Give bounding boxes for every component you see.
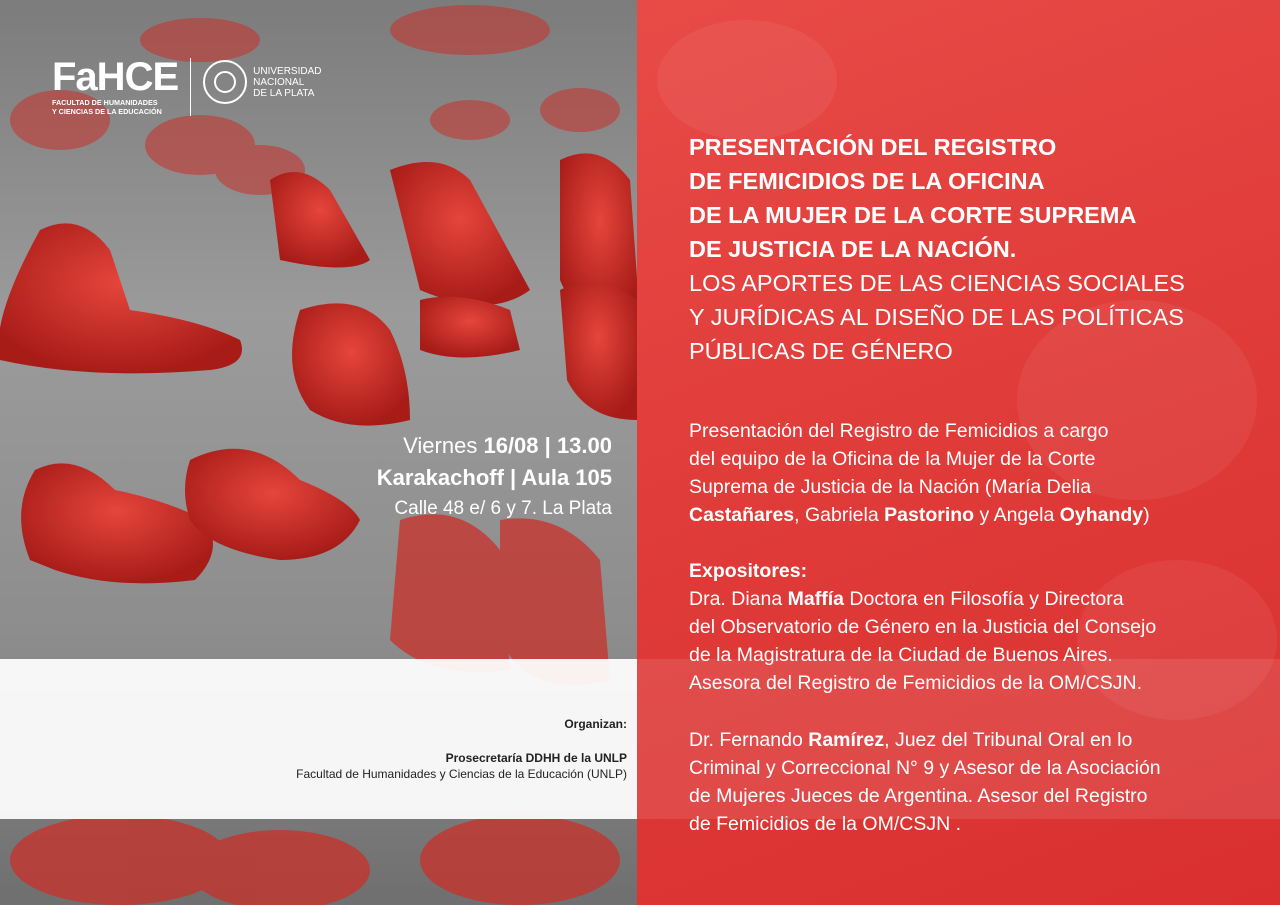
- unlp-line-3: DE LA PLATA: [253, 87, 315, 99]
- text-fragment: Dr. Fernando: [689, 729, 809, 751]
- subtitle-line: PÚBLICAS DE GÉNERO: [689, 338, 953, 364]
- text-fragment: , Juez del Tribunal Oral en lo: [884, 729, 1133, 751]
- text-fragment: Doctora en Filosofía y Directora: [843, 588, 1124, 610]
- unlp-line-1: UNIVERSIDAD: [253, 65, 322, 77]
- name-ramirez: Ramírez: [808, 729, 885, 751]
- event-address: Calle 48 e/ 6 y 7. La Plata: [394, 498, 612, 519]
- subtitle-line: Y JURÍDICAS AL DISEÑO DE LAS POLÍTICAS: [689, 304, 1184, 330]
- separator: |: [510, 465, 517, 490]
- speaker-1: [689, 585, 1264, 697]
- speaker-line: Asesora del Registro de Femicidios de la OM/CSJN.: [689, 672, 1143, 694]
- text-fragment: , Gabriela: [794, 504, 885, 526]
- presentation-line: [689, 501, 1264, 529]
- fahce-logo: [52, 55, 179, 116]
- name-pastorino: Pastorino: [884, 504, 975, 526]
- title-line: DE JUSTICIA DE LA NACIÓN.: [689, 236, 1017, 262]
- event-date: 16/08: [483, 433, 539, 458]
- main-content: [689, 130, 1264, 838]
- unlp-seal-icon: [203, 60, 247, 104]
- name-castanares: Castañares: [689, 504, 795, 526]
- name-oyhandy: Oyhandy: [1059, 504, 1144, 526]
- text-fragment: ): [1143, 504, 1150, 526]
- event-venue: [377, 462, 612, 494]
- presentation-paragraph: [689, 417, 1264, 529]
- fahce-subtitle-2: Y CIENCIAS DE LA EDUCACIÓN: [52, 107, 162, 116]
- title-line: DE FEMICIDIOS DE LA OFICINA: [689, 168, 1045, 194]
- speaker-2: [689, 726, 1264, 838]
- speaker-line: de la Magistratura de la Ciudad de Buenos Aires.: [689, 644, 1113, 666]
- speakers-heading: Expositores:: [689, 560, 808, 582]
- speaker-line: de Mujeres Jueces de Argentina. Asesor del Registro: [689, 785, 1148, 807]
- logo-divider: [190, 58, 191, 116]
- speaker-line: del Observatorio de Género en la Justicia del Consejo: [689, 616, 1157, 638]
- organizers: [296, 716, 627, 782]
- event-info: [377, 430, 612, 524]
- organizer-2: Facultad de Humanidades y Ciencias de la Educación (UNLP): [296, 767, 627, 781]
- speaker-line: [689, 585, 1264, 613]
- event-datetime: [377, 430, 612, 462]
- speaker-line: [689, 726, 1264, 754]
- separator: |: [544, 433, 551, 458]
- name-maffia: Maffía: [787, 588, 844, 610]
- organizers-heading: Organizan:: [564, 717, 627, 731]
- organizer-1: Prosecretaría DDHH de la UNLP: [445, 751, 627, 765]
- presentation-line: del equipo de la Oficina de la Mujer de la Corte: [689, 448, 1096, 470]
- speaker-line: Criminal y Correccional N° 9 y Asesor de la Asociación: [689, 757, 1161, 779]
- title-line: DE LA MUJER DE LA CORTE SUPREMA: [689, 202, 1137, 228]
- unlp-line-2: NACIONAL: [253, 76, 305, 88]
- presentation-line: Presentación del Registro de Femicidios a cargo: [689, 420, 1109, 442]
- venue-name: Karakachoff: [376, 465, 504, 490]
- header-logos: [52, 55, 322, 116]
- title-line: PRESENTACIÓN DEL REGISTRO: [689, 134, 1057, 160]
- background-shoe-shadow: [657, 20, 837, 140]
- fahce-wordmark: FaHCE: [52, 55, 179, 99]
- text-fragment: Dra. Diana: [689, 588, 788, 610]
- venue-room: Aula 105: [521, 465, 612, 490]
- event-time: 13.00: [556, 433, 612, 458]
- unlp-text: [253, 66, 321, 99]
- fahce-subtitle-1: FACULTAD DE HUMANIDADES: [52, 98, 158, 107]
- presentation-line: Suprema de Justicia de la Nación (María Delia: [689, 476, 1092, 498]
- subtitle-line: LOS APORTES DE LAS CIENCIAS SOCIALES: [689, 270, 1185, 296]
- text-fragment: y Angela: [974, 504, 1060, 526]
- unlp-logo: [203, 60, 321, 104]
- event-day: Viernes: [403, 433, 478, 458]
- speaker-line: de Femicidios de la OM/CSJN .: [689, 813, 962, 835]
